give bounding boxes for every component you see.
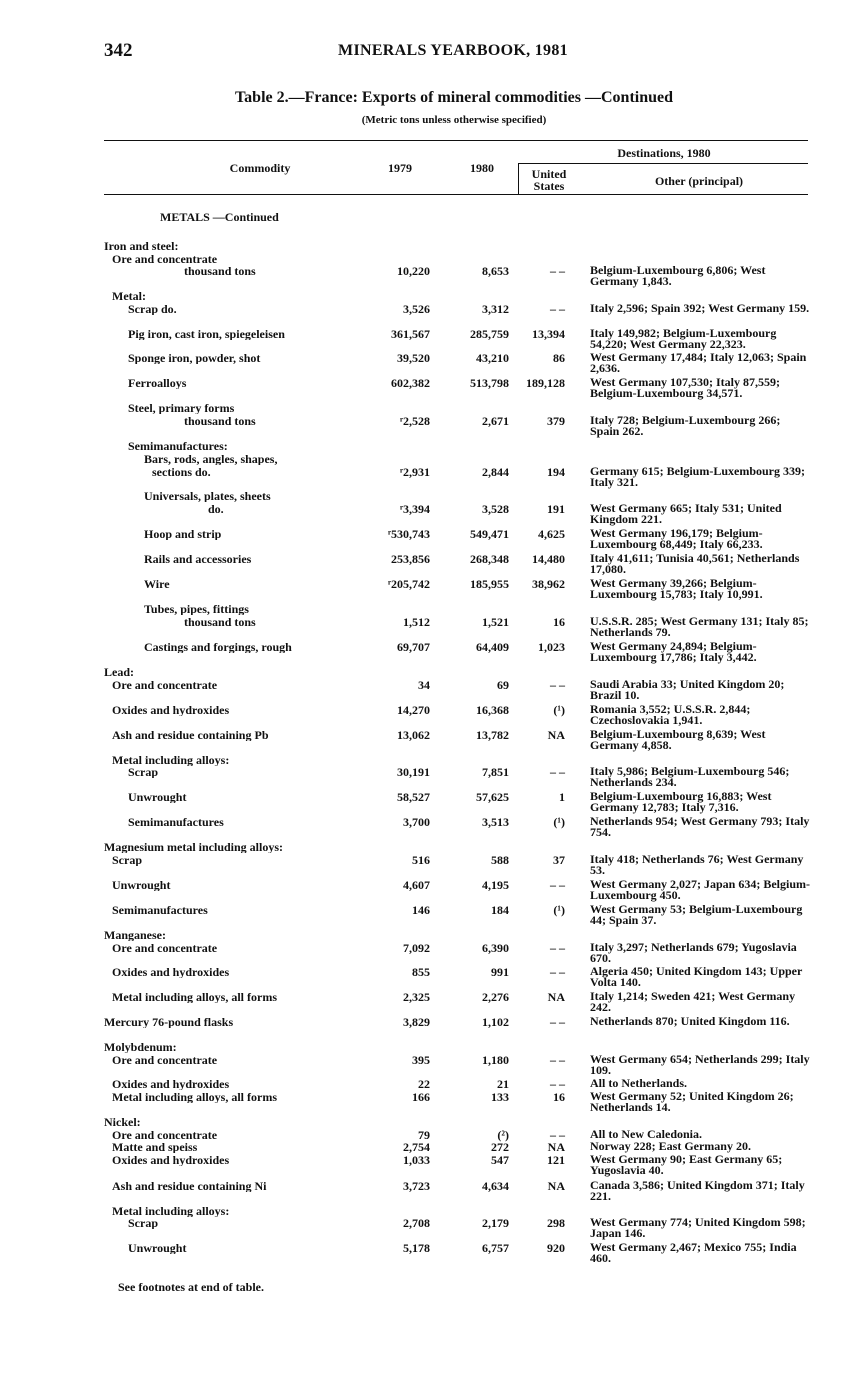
row-commodity: sections do.: [152, 466, 211, 478]
table-row: [0, 240, 864, 254]
row-1980: 991: [491, 965, 509, 979]
row-commodity: Ash and residue containing Pb: [112, 729, 269, 741]
table-row: [0, 526, 864, 551]
row-1979: 79: [418, 1128, 430, 1142]
row-commodity: Universals, plates, sheets: [144, 490, 271, 502]
table-row: [0, 576, 864, 601]
table-row: [0, 551, 864, 576]
row-united-states: 13,394: [532, 327, 565, 341]
row-1980: 549,471: [470, 527, 509, 541]
row-1979: 7,092: [403, 941, 430, 955]
row-1980: 133: [491, 1090, 509, 1104]
row-1979: 13,062: [397, 728, 430, 742]
row-united-states: – –: [550, 1077, 565, 1091]
row-united-states: – –: [550, 302, 565, 316]
row-1979: 22: [418, 1077, 430, 1091]
row-united-states: 191: [547, 502, 565, 516]
row-1980: 1,521: [482, 615, 509, 629]
table-row: [0, 375, 864, 400]
row-1979: 361,567: [391, 327, 430, 341]
row-united-states: 38,962: [532, 577, 565, 591]
row-united-states: (¹): [553, 903, 565, 917]
row-1980: 1,180: [482, 1053, 509, 1067]
table-row: [0, 940, 864, 965]
row-1980: 4,195: [482, 878, 509, 892]
section-head: METALS —Continued: [160, 210, 279, 224]
row-1979: 34: [418, 678, 430, 692]
row-united-states: – –: [550, 1053, 565, 1067]
row-1979: ʳ530,743: [387, 527, 430, 541]
row-united-states: 189,128: [526, 376, 565, 390]
row-commodity: Ferroalloys: [128, 377, 187, 389]
row-1980: 2,671: [482, 414, 509, 428]
page-number: 342: [104, 40, 133, 61]
table-row: [0, 877, 864, 902]
row-1980: 64,409: [476, 640, 509, 654]
row-1979: 39,520: [397, 351, 430, 365]
row-1979: 166: [412, 1090, 430, 1104]
row-other-destinations: Italy 728; Belgium-Luxembourg 266; Spain 262.: [590, 413, 781, 438]
row-other-destinations: Saudi Arabia 33; United Kingdom 20; Brazil 10.: [590, 677, 785, 702]
row-1979: 3,829: [403, 1015, 430, 1029]
row-united-states: (¹): [553, 815, 565, 829]
header-divider: [518, 163, 519, 194]
table-row: [0, 789, 864, 814]
row-other-destinations: Netherlands 870; United Kingdom 116.: [590, 1014, 790, 1028]
row-1979: ʳ2,528: [399, 414, 430, 428]
row-1980: 16,368: [476, 703, 509, 717]
row-1979: 3,700: [403, 815, 430, 829]
table-row: [0, 989, 864, 1014]
row-other-destinations: West Germany 107,530; Italy 87,559; Belgium-Luxembourg 34,571.: [590, 375, 780, 400]
row-other-destinations: West Germany 39,266; Belgium-Luxembourg 15,783; Italy 10,991.: [590, 576, 763, 601]
row-other-destinations: U.S.S.R. 285; West Germany 131; Italy 85; Netherlands 79.: [590, 614, 809, 639]
table-row: [0, 413, 864, 438]
row-commodity: Semimanufactures: [112, 904, 208, 916]
row-1979: 3,526: [403, 302, 430, 316]
header-destinations: Destinations, 1980: [617, 146, 711, 160]
row-1979: ʳ2,931: [399, 465, 430, 479]
row-commodity: Scrap: [128, 1217, 158, 1229]
row-united-states: NA: [547, 728, 565, 742]
row-other-destinations: Romania 3,552; U.S.S.R. 2,844; Czechoslovakia 1,941.: [590, 702, 751, 727]
row-other-destinations: Italy 3,297; Netherlands 679; Yugoslavia 670.: [590, 940, 797, 965]
row-united-states: – –: [550, 965, 565, 979]
row-1980: 547: [491, 1153, 509, 1167]
row-other-destinations: Belgium-Luxembourg 16,883; West Germany 12,783; Italy 7,316.: [590, 789, 772, 814]
row-1980: 57,625: [476, 790, 509, 804]
row-other-destinations: All to Netherlands.: [590, 1076, 687, 1090]
row-1980: 268,348: [470, 552, 509, 566]
row-other-destinations: Italy 418; Netherlands 76; West Germany 53.: [590, 852, 804, 877]
table-row: [0, 440, 864, 454]
row-1979: 253,856: [391, 552, 430, 566]
row-united-states: NA: [547, 990, 565, 1004]
table-row: [0, 764, 864, 789]
row-commodity: Metal including alloys:: [112, 754, 230, 766]
row-1979: ʳ205,742: [387, 577, 430, 591]
row-commodity: Bars, rods, angles, shapes,: [144, 453, 278, 465]
row-united-states: NA: [547, 1140, 565, 1154]
row-1980: 21: [497, 1077, 509, 1091]
row-commodity: Steel, primary forms: [128, 402, 235, 414]
row-other-destinations: West Germany 90; East Germany 65; Yugoslavia 40.: [590, 1152, 783, 1177]
row-commodity: Oxides and hydroxides: [112, 966, 230, 978]
row-united-states: (¹): [553, 703, 565, 717]
row-1979: 855: [412, 965, 430, 979]
row-united-states: 86: [553, 351, 565, 365]
row-commodity: thousand tons: [184, 415, 256, 427]
row-united-states: 16: [553, 1090, 565, 1104]
row-1980: 4,634: [482, 1179, 509, 1193]
table-row: [0, 1052, 864, 1077]
row-other-destinations: Belgium-Luxembourg 6,806; West Germany 1,843.: [590, 263, 766, 288]
table-row: [0, 1178, 864, 1203]
row-united-states: 37: [553, 853, 565, 867]
row-1980: 13,782: [476, 728, 509, 742]
row-other-destinations: Italy 149,982; Belgium-Luxembourg 54,220; West Germany 22,323.: [590, 326, 777, 351]
row-commodity: Oxides and hydroxides: [112, 1078, 230, 1090]
row-1980: 3,528: [482, 502, 509, 516]
table-row: [0, 303, 864, 317]
table-top-rule: [104, 140, 808, 141]
row-commodity: Castings and forgings, rough: [144, 641, 292, 653]
row-other-destinations: West Germany 53; Belgium-Luxembourg 44; Spain 37.: [590, 902, 803, 927]
row-united-states: 121: [547, 1153, 565, 1167]
row-united-states: – –: [550, 678, 565, 692]
table-row: [0, 501, 864, 526]
row-commodity: Wire: [144, 578, 170, 590]
row-1979: 2,754: [403, 1140, 430, 1154]
row-commodity: Ore and concentrate: [112, 253, 218, 265]
row-united-states: 298: [547, 1216, 565, 1230]
table-subtitle: (Metric tons unless otherwise specified): [361, 114, 547, 126]
row-commodity: Metal including alloys:: [112, 1205, 230, 1217]
table-row: [0, 326, 864, 351]
row-commodity: Iron and steel:: [104, 240, 179, 252]
row-commodity: Hoop and strip: [144, 528, 222, 540]
row-1980: 2,179: [482, 1216, 509, 1230]
table-row: [0, 1215, 864, 1240]
row-commodity: Metal including alloys, all forms: [112, 991, 277, 1003]
row-other-destinations: Canada 3,586; United Kingdom 371; Italy 221.: [590, 1178, 805, 1203]
row-commodity: Unwrought: [128, 791, 187, 803]
row-1979: 69,707: [397, 640, 430, 654]
table-row: [0, 902, 864, 927]
row-other-destinations: West Germany 2,027; Japan 634; Belgium-Luxembourg 450.: [590, 877, 810, 902]
row-other-destinations: West Germany 24,894; Belgium-Luxembourg 17,786; Italy 3,442.: [590, 639, 757, 664]
row-other-destinations: Italy 1,214; Sweden 421; West Germany 242.: [590, 989, 796, 1014]
row-1980: 69: [497, 678, 509, 692]
table-row: [0, 1089, 864, 1114]
row-commodity: Ash and residue containing Ni: [112, 1180, 267, 1192]
row-commodity: thousand tons: [184, 265, 256, 277]
row-1980: (²): [497, 1128, 509, 1142]
row-other-destinations: Germany 615; Belgium-Luxembourg 339; Italy 321.: [590, 464, 805, 489]
row-1980: 1,102: [482, 1015, 509, 1029]
row-1979: 14,270: [397, 703, 430, 717]
row-united-states: 920: [547, 1241, 565, 1255]
row-united-states: 14,480: [532, 552, 565, 566]
row-commodity: Ore and concentrate: [112, 1054, 218, 1066]
row-1979: 4,607: [403, 878, 430, 892]
footnote: See footnotes at end of table.: [118, 1280, 264, 1294]
row-commodity: Manganese:: [104, 929, 166, 941]
row-1979: 2,325: [403, 990, 430, 1004]
destinations-rule: [518, 163, 808, 164]
row-1979: 3,723: [403, 1179, 430, 1193]
row-commodity: Oxides and hydroxides: [112, 1154, 230, 1166]
row-other-destinations: Algeria 450; United Kingdom 143; Upper Volta 140.: [590, 964, 803, 989]
row-1979: 146: [412, 903, 430, 917]
row-commodity: Ore and concentrate: [112, 1129, 218, 1141]
row-1980: 185,955: [470, 577, 509, 591]
row-1980: 285,759: [470, 327, 509, 341]
row-commodity: Scrap: [112, 854, 142, 866]
row-commodity: Semimanufactures:: [128, 440, 228, 452]
running-head: MINERALS YEARBOOK, 1981: [338, 42, 568, 59]
table-row: [0, 1016, 864, 1030]
header-1979: 1979: [388, 161, 412, 175]
row-other-destinations: West Germany 2,467; Mexico 755; India 460.: [590, 1240, 797, 1265]
row-united-states: – –: [550, 878, 565, 892]
row-other-destinations: Italy 5,986; Belgium-Luxembourg 546; Netherlands 234.: [590, 764, 790, 789]
row-1980: 272: [491, 1140, 509, 1154]
row-commodity: Metal including alloys, all forms: [112, 1091, 277, 1103]
row-united-states: 16: [553, 615, 565, 629]
row-commodity: Ore and concentrate: [112, 679, 218, 691]
row-commodity: thousand tons: [184, 616, 256, 628]
row-1980: 8,653: [482, 264, 509, 278]
row-commodity: Nickel:: [104, 1116, 141, 1128]
row-other-destinations: Netherlands 954; West Germany 793; Italy 754.: [590, 814, 810, 839]
row-1980: 3,513: [482, 815, 509, 829]
table-row: [0, 1152, 864, 1177]
header-commodity: Commodity: [229, 161, 291, 175]
row-1979: 1,512: [403, 615, 430, 629]
row-other-destinations: Italy 41,611; Tunisia 40,561; Netherlands 17,080.: [590, 551, 800, 576]
row-1980: 2,844: [482, 465, 509, 479]
row-1979: 58,527: [397, 790, 430, 804]
row-1979: 1,033: [403, 1153, 430, 1167]
row-1980: 513,798: [470, 376, 509, 390]
row-commodity: Pig iron, cast iron, spiegeleisen: [128, 328, 285, 340]
row-united-states: 194: [547, 465, 565, 479]
row-commodity: Unwrought: [128, 1242, 187, 1254]
row-commodity: Scrap do.: [128, 303, 177, 315]
row-commodity: Rails and accessories: [144, 553, 252, 565]
row-commodity: Molybdenum:: [104, 1041, 177, 1053]
row-1979: 2,708: [403, 1216, 430, 1230]
row-1979: 602,382: [391, 376, 430, 390]
row-other-destinations: All to New Caledonia.: [590, 1127, 702, 1141]
table-row: [0, 350, 864, 375]
row-other-destinations: West Germany 17,484; Italy 12,063; Spain 2,636.: [590, 350, 807, 375]
table-row: [0, 814, 864, 839]
row-commodity: Semimanufactures: [128, 816, 224, 828]
row-united-states: 379: [547, 414, 565, 428]
row-1980: 184: [491, 903, 509, 917]
row-united-states: 1,023: [538, 640, 565, 654]
row-1979: 395: [412, 1053, 430, 1067]
table-row: [0, 727, 864, 752]
table-row: [0, 263, 864, 288]
row-united-states: – –: [550, 1015, 565, 1029]
row-united-states: 1: [559, 790, 565, 804]
row-commodity: do.: [208, 503, 224, 515]
row-united-states: 4,625: [538, 527, 565, 541]
row-other-destinations: West Germany 654; Netherlands 299; Italy 109.: [590, 1052, 810, 1077]
row-1979: 30,191: [397, 765, 430, 779]
header-1980: 1980: [470, 161, 494, 175]
row-1980: 588: [491, 853, 509, 867]
row-1979: ʳ3,394: [399, 502, 430, 516]
header-bottom-rule: [104, 194, 808, 195]
table-row: [0, 1116, 864, 1130]
row-united-states: – –: [550, 765, 565, 779]
table-row: [0, 639, 864, 664]
row-united-states: – –: [550, 941, 565, 955]
row-commodity: Oxides and hydroxides: [112, 704, 230, 716]
row-commodity: Matte and speiss: [112, 1141, 198, 1153]
table-row: [0, 464, 864, 489]
row-commodity: Tubes, pipes, fittings: [144, 603, 249, 615]
row-1980: 6,757: [482, 1241, 509, 1255]
row-1980: 43,210: [476, 351, 509, 365]
row-other-destinations: West Germany 52; United Kingdom 26; Netherlands 14.: [590, 1089, 794, 1114]
header-other: Other (principal): [654, 174, 744, 188]
header-united-states: United States: [531, 167, 567, 193]
table-row: [0, 964, 864, 989]
row-1979: 516: [412, 853, 430, 867]
row-1979: 10,220: [397, 264, 430, 278]
row-other-destinations: Norway 228; East Germany 20.: [590, 1139, 751, 1153]
row-1980: 2,276: [482, 990, 509, 1004]
row-1979: 5,178: [403, 1241, 430, 1255]
row-commodity: Magnesium metal including alloys:: [104, 841, 284, 853]
row-1980: 6,390: [482, 941, 509, 955]
table-row: [0, 702, 864, 727]
table-row: [0, 852, 864, 877]
row-other-destinations: Belgium-Luxembourg 8,639; West Germany 4,858.: [590, 727, 766, 752]
row-commodity: Sponge iron, powder, shot: [128, 352, 261, 364]
row-other-destinations: West Germany 196,179; Belgium-Luxembourg 68,449; Italy 66,233.: [590, 526, 763, 551]
table-title: Table 2.—France: Exports of mineral commodities —Continued: [234, 89, 674, 106]
row-other-destinations: West Germany 774; United Kingdom 598; Japan 146.: [590, 1215, 806, 1240]
row-commodity: Ore and concentrate: [112, 942, 218, 954]
table-row: [0, 614, 864, 639]
row-united-states: – –: [550, 264, 565, 278]
table-row: [0, 677, 864, 702]
row-commodity: Mercury 76-pound flasks: [104, 1016, 234, 1028]
row-commodity: Scrap: [128, 766, 158, 778]
row-united-states: – –: [550, 1128, 565, 1142]
row-commodity: Unwrought: [112, 879, 171, 891]
row-other-destinations: Italy 2,596; Spain 392; West Germany 159.: [590, 301, 810, 315]
row-commodity: Metal:: [112, 290, 146, 302]
table-row: [0, 1240, 864, 1265]
row-1980: 7,851: [482, 765, 509, 779]
row-1980: 3,312: [482, 302, 509, 316]
row-united-states: NA: [547, 1179, 565, 1193]
row-other-destinations: West Germany 665; Italy 531; United Kingdom 221.: [590, 501, 782, 526]
row-commodity: Lead:: [104, 666, 134, 678]
